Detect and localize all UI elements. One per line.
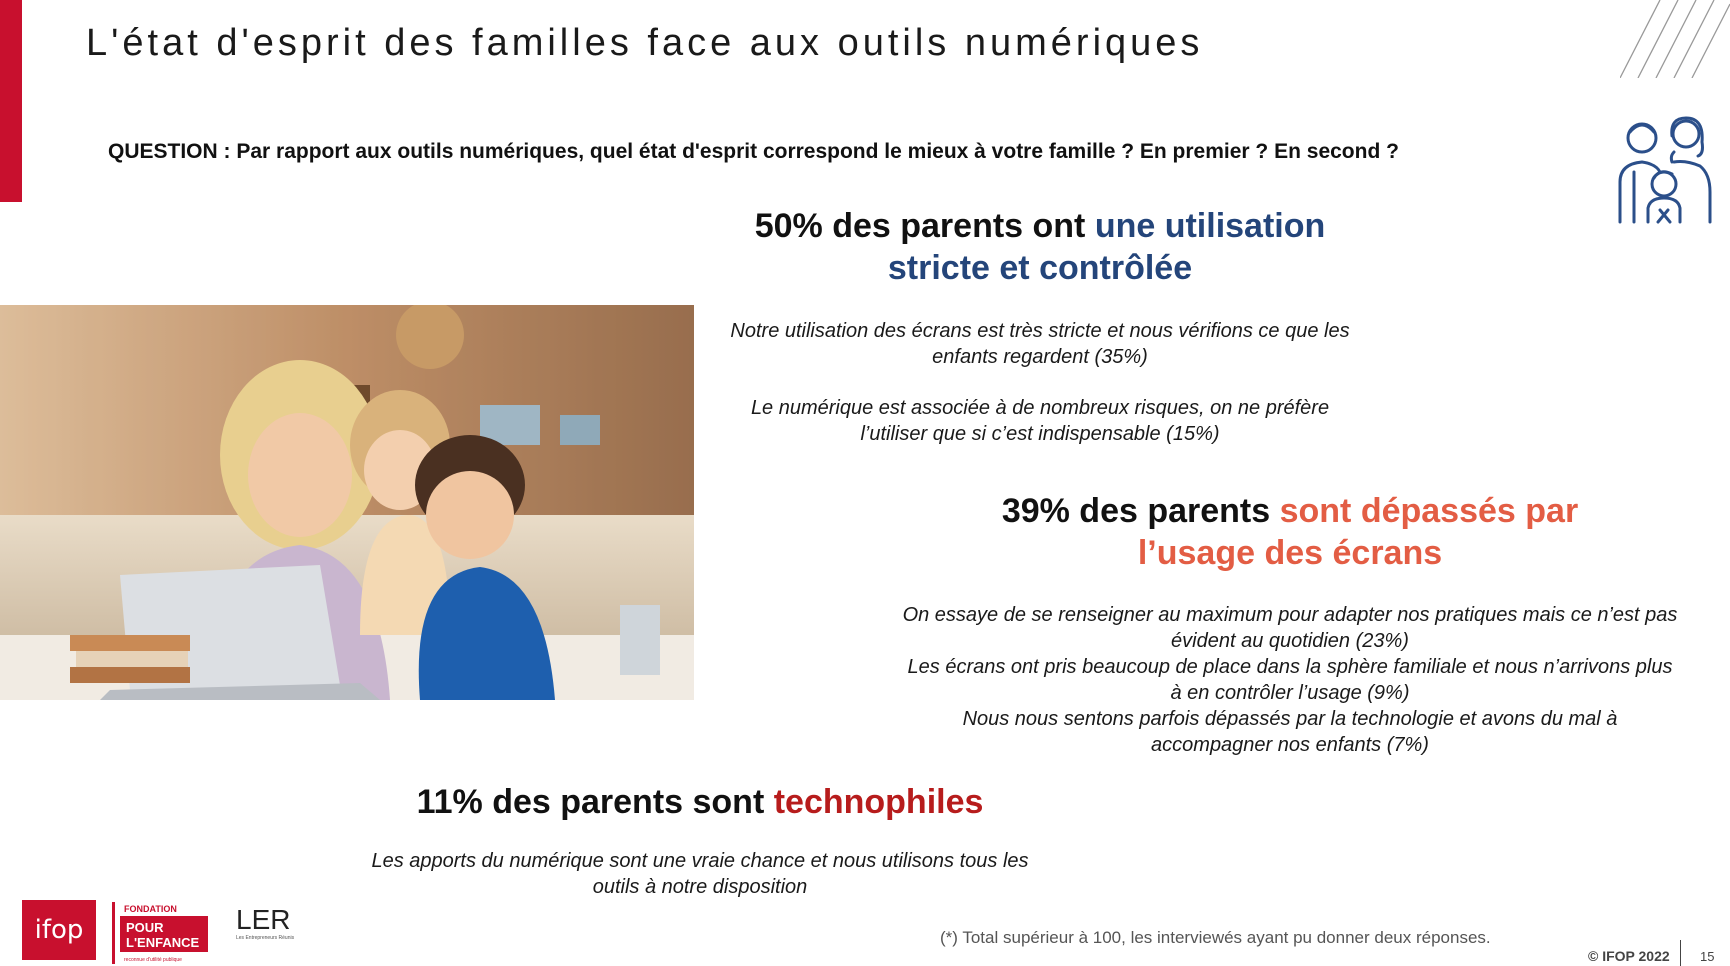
headline-highlight: technophiles	[773, 783, 984, 821]
ler-logo	[236, 903, 316, 943]
statement-screens-space: Les écrans ont pris beaucoup de place dans la sphère familiale et nous n’arrivons plus à en contrôler l’usage (9%)	[907, 656, 1673, 704]
fondation-line1: FONDATION	[124, 904, 177, 914]
statement-technology-overwhelmed: Nous nous sentons parfois dépassés par la technologie et avons du mal à accompagner nos enfants (7%)	[962, 708, 1618, 756]
headline-technophiles	[380, 781, 1020, 823]
diagonal-stripes-decoration	[1620, 0, 1730, 78]
statement-risks: Le numérique est associée à de nombreux risques, on ne préfère l’utiliser que si c’est indispensable (15%)	[750, 397, 1330, 445]
fondation-pour-l-enfance-logo	[112, 902, 212, 964]
headline-highlight: sont dépassés par l’usage des écrans	[1137, 492, 1579, 572]
fondation-line2: POUR	[126, 920, 164, 935]
statement-strict-screens: Notre utilisation des écrans est très stricte et nous vérifions ce que les enfants regardent (35%)	[730, 320, 1350, 368]
statement-inform: On essaye de se renseigner au maximum pour adapter nos pratiques mais ce n’est pas évident au quotidien (23%)	[902, 604, 1678, 652]
headline-strict-use	[730, 205, 1350, 289]
headline-prefix: 39% des parents	[1001, 492, 1280, 530]
footnote: (*) Total supérieur à 100, les interviewés ayant pu donner deux réponses.	[940, 928, 1491, 947]
fondation-tagline: reconnue d'utilité publique	[124, 957, 182, 963]
copyright: © IFOP 2022	[1588, 948, 1670, 964]
family-icon	[1612, 112, 1718, 230]
overwhelmed-statements	[900, 602, 1680, 758]
page-number: 15	[1700, 949, 1715, 964]
accent-bar	[0, 0, 22, 202]
headline-prefix: 50% des parents ont	[754, 207, 1095, 245]
headline-prefix: 11% des parents sont	[416, 783, 774, 821]
slide-title: L'état d'esprit des familles face aux outils numériques	[86, 22, 1204, 64]
ler-logo-subtitle: Les Entrepreneurs Réunis	[236, 935, 295, 941]
footer-divider	[1680, 940, 1681, 966]
family-laptop-photo	[0, 305, 694, 700]
survey-question: QUESTION : Par rapport aux outils numériques, quel état d'esprit correspond le mieux à votre famille ? En premier ? En second ?	[108, 140, 1399, 163]
headline-highlight: une utilisation stricte et contrôlée	[887, 207, 1326, 287]
headline-overwhelmed	[940, 490, 1640, 574]
fondation-line3: L'ENFANCE	[126, 935, 200, 950]
statement-digital-chance: Les apports du numérique sont une vraie chance et nous utilisons tous les outils à notre disposition	[371, 850, 1029, 898]
ifop-logo-text: ifop	[34, 915, 84, 945]
ler-logo-text: LER	[236, 904, 291, 935]
ifop-logo	[22, 900, 96, 960]
